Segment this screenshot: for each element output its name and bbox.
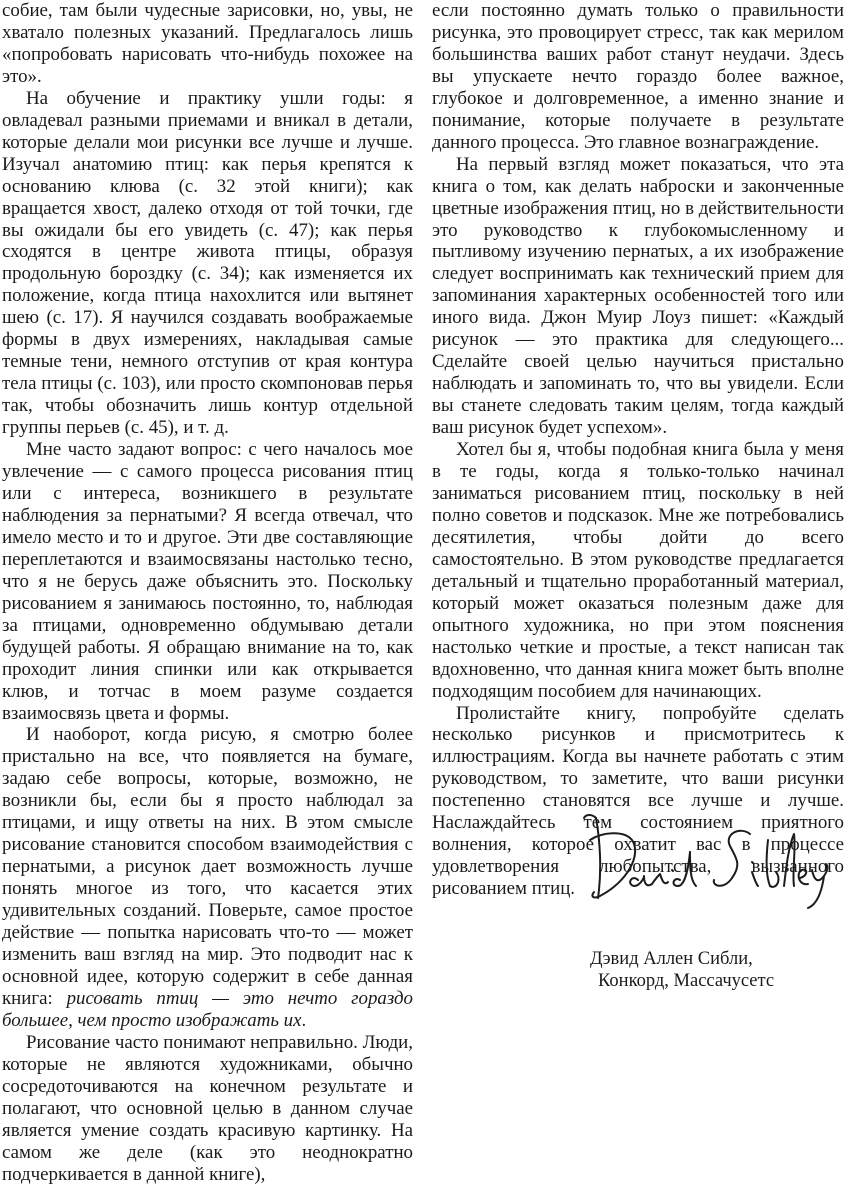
paragraph-end: . [301,1009,307,1031]
paragraph: На первый взгляд может показаться, что эта книга о том, как делать наброски и законченные цветные изображения птиц, но в действительности это руководство к глубокомысленному и пытливому изучению пернатых, а их изображение следует воспринимать как технический прием для запоминания характерных особенностей того или иного вида. Джон Муир Лоуз пишет: «Каждый рисунок — это практика для следующего... Сделайте своей целью научиться пристально наблюдать и запоминать то, что вы увидели. Если вы станете следовать таким целям, тогда каждый ваш рисунок будет успехом». [432,153,844,439]
paragraph: На обучение и практику ушли годы: я овладевал разными приемами и вникал в детали, которые делали мои рисунки все лучше и лучше. Изучал анатомию птиц: как перья крепятся к основанию клюва (с. 32 этой книги); как вращается хвост, далеко отходя от той точки, где вы ожидали бы его увидеть (с. 47); как перья сходятся в центре живота птицы, образуя продольную бороздку (с. 34); как изменяется их положение, когда птица нахохлится или вытянет шею (с. 17). Я научился создавать воображаемые формы в двух измерениях, накладывая самые темные тени, немного отступив от края контура тела птицы (с. 103), или просто скомпоновав перья так, чтобы обозначить лишь контур отдельной группы перьев (с. 45), и т. д. [2,87,413,439]
left-column [2,0,413,1185]
handwritten-signature [572,800,844,910]
paragraph: собие, там были чудесные зарисовки, но, увы, не хватало полезных указаний. Предлагалось лишь «попробовать нарисовать что-нибудь похожее на это». [2,0,413,87]
paragraph [2,724,413,1031]
paragraph: Пролистайте книгу, попробуйте сделать несколько рисунков и присмотритесь к иллюстрациям. Когда вы начнете работать с этим руководством, то заметите, что ваши рисунки постепенно становятся все лучше и лучше. Наслаждайтесь тем состоянием приятного волнения, которое охватит вас в процессе удовлетворения любопытства, вызванного рисованием птиц. [432,702,844,900]
italic-key-idea: рисовать птиц — это нечто гораздо большее, чем просто изображать их [2,987,413,1031]
signature-caption [590,948,774,992]
author-location: Конкорд, Массачусетс [598,971,775,991]
paragraph: если постоянно думать только о правильности рисунка, это провоцирует стресс, так как мерилом большинства ваших работ станут неудачи. Здесь вы упускаете нечто гораздо более важное, глубокое и долговременное, а именно знание и понимание, которые получаете в результате данного процесса. Это главное вознаграждение. [432,0,844,153]
paragraph: Хотел бы я, чтобы подобная книга была у меня в те годы, когда я только-только начинал заниматься рисованием птиц, поскольку в ней полно советов и подсказок. Мне же потребовались десятилетия, чтобы дойти до всего самостоятельно. В этом руководстве предлагается детальный и тщательно проработанный материал, который может оказаться полезным даже для опытного художника, но при этом пояснения настолько четкие и простые, а текст написан так вдохновенно, что данная книга может быть вполне подходящим пособием для начинающих. [432,439,844,702]
paragraph: Мне часто задают вопрос: с чего началось мое увлечение — с самого процесса рисования птиц или с интереса, возникшего в результате наблюдения за пернатыми? Я всегда отвечал, что имело место и то и другое. Эти две составляющие переплетаются и взаимосвязаны настолько тесно, что я не берусь даже объяснить это. Поскольку рисованием я занимаюсь постоянно, то, наблюдая за птицами, одновременно обдумываю детали будущей работы. Я обращаю внимание на то, как проходит линия спинки или как открывается клюв, и тотчас в моем разуме создается взаимосвязь цвета и формы. [2,439,413,724]
paragraph-text: И наоборот, когда рисую, я смотрю более пристально на все, что появляется на бумаге, задаю себе вопросы, которые, возможно, не возникли бы, если бы я просто наблюдал за птицами, и ищу ответы на них. В этом смысле рисование становится способом взаимодействия с пернатыми, а рисунок дает возможность лучше понять многое из того, что касается этих удивительных созданий. Поверьте, самое простое действие — попытка нарисовать что-то — может изменить ваш взгляд на мир. Это подводит нас к основной идее, которую содержит в себе данная книга: [2,724,413,1009]
paragraph: Рисование часто понимают неправильно. Люди, которые не являются художниками, обычно сосредоточиваются на конечном результате и полагают, что основной целью в данном случае является умение создать красивую картинку. На самом же деле (как это неоднократно подчеркивается в данной книге), [2,1031,414,1185]
right-column [432,0,844,900]
author-name: Дэвид Аллен Сибли, [590,949,753,969]
